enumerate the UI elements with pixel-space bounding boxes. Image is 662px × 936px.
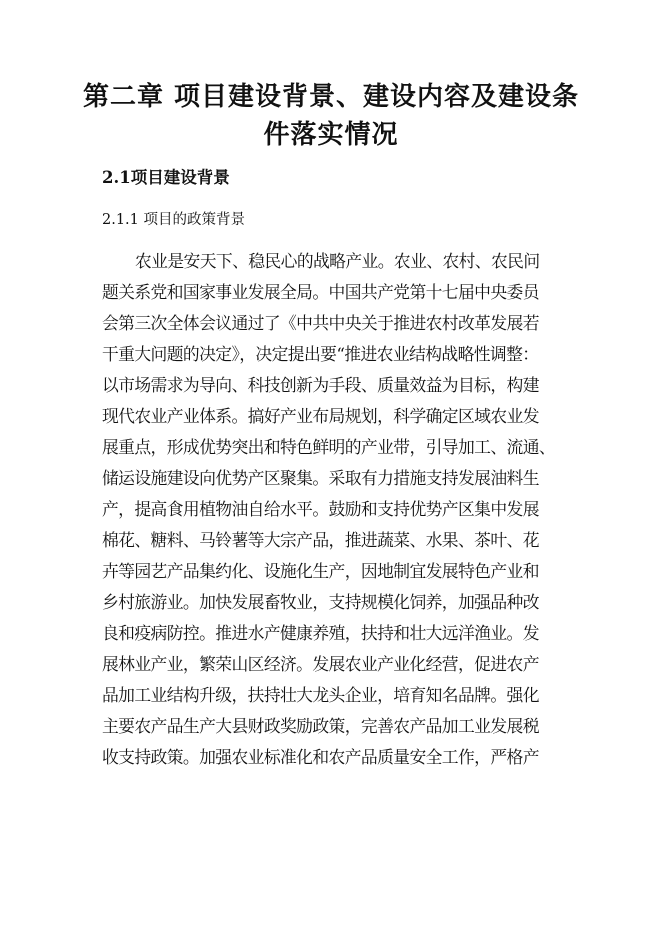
chapter-title <box>80 78 582 154</box>
body-line: 良和疫病防控。推进水产健康养殖，扶持和壮大远洋渔业。发 <box>102 623 539 643</box>
section-heading: 2.1项目建设背景 <box>102 168 230 187</box>
body-line: 以市场需求为导向、科技创新为手段、质量效益为目标，构建 <box>102 375 539 395</box>
chapter-title-line-2: 件落实情况 <box>263 120 399 150</box>
body-paragraph <box>102 246 568 773</box>
body-line: 会第三次全体会议通过了《中共中央关于推进农村改革发展若 <box>102 313 539 333</box>
body-line: 产，提高食用植物油自给水平。鼓励和支持优势产区集中发展 <box>102 499 539 519</box>
body-line: 题关系党和国家事业发展全局。中国共产党第十七届中央委员 <box>102 282 539 302</box>
body-line: 展林业产业，繁荣山区经济。发展农业产业化经营，促进农产 <box>102 654 539 674</box>
body-line: 品加工业结构升级，扶持壮大龙头企业，培育知名品牌。强化 <box>102 685 539 705</box>
body-line: 农业是安天下、稳民心的战略产业。农业、农村、农民问 <box>135 251 540 271</box>
body-line: 现代农业产业体系。搞好产业布局规划，科学确定区域农业发 <box>102 406 539 426</box>
body-line: 乡村旅游业。加快发展畜牧业，支持规模化饲养，加强品种改 <box>102 592 539 612</box>
body-line: 棉花、糖料、马铃薯等大宗产品，推进蔬菜、水果、茶叶、花 <box>102 530 539 550</box>
body-line: 主要农产品生产大县财政奖励政策，完善农产品加工业发展税 <box>102 716 539 736</box>
body-line: 储运设施建设向优势产区聚集。采取有力措施支持发展油料生 <box>102 468 539 488</box>
chapter-title-line-1: 第二章 项目建设背景、建设内容及建设条 <box>82 82 580 112</box>
body-line: 干重大问题的决定》，决定提出要“推进农业结构战略性调整： <box>102 344 539 364</box>
body-line: 收支持政策。加强农业标准化和农产品质量安全工作，严格产 <box>102 747 539 767</box>
body-line: 卉等园艺产品集约化、设施化生产，因地制宜发展特色产业和 <box>102 561 539 581</box>
body-line: 展重点，形成优势突出和特色鲜明的产业带，引导加工、流通、 <box>102 437 556 457</box>
subsection-heading: 2.1.1 项目的政策背景 <box>102 212 246 228</box>
